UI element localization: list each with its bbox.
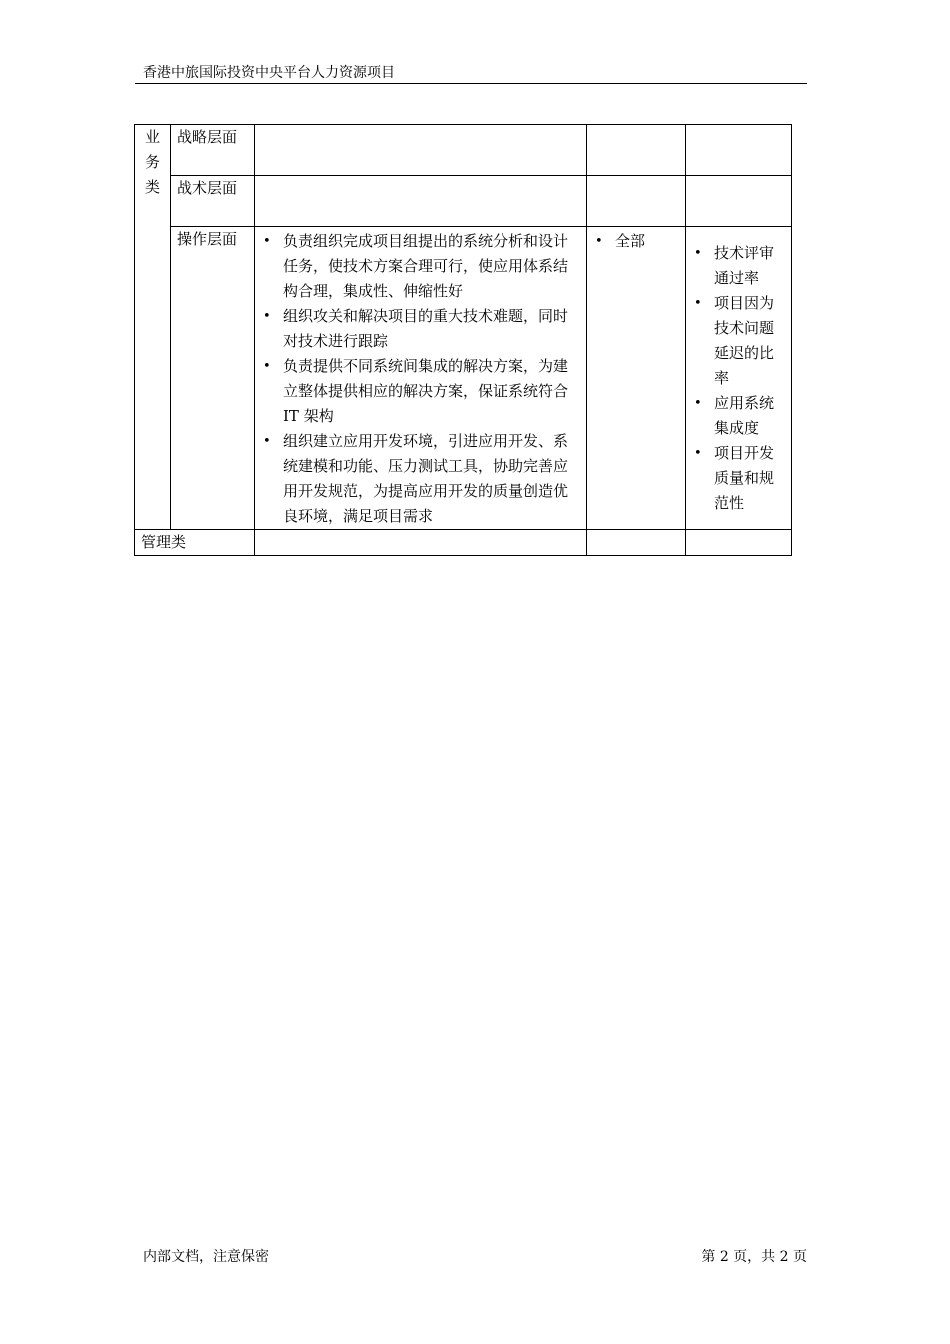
list-item: • 负责组织完成项目组提出的系统分析和设计任务，使技术方案合理可行，使应用体系结构合理，集成性、伸缩性好: [283, 229, 580, 304]
level-cell: [171, 176, 255, 227]
scope-list: [593, 229, 679, 254]
scope-cell: [587, 530, 686, 556]
list-item: • 项目因为技术问题延迟的比率: [714, 291, 785, 391]
list-item: • 组织建立应用开发环境，引进应用开发、系统建模和功能、压力测试工具，协助完善应用开发规范，为提高应用开发的质量创造优良环境，满足项目需求: [283, 429, 580, 529]
table-row: [135, 530, 792, 556]
duties-cell: [255, 530, 587, 556]
indicators-cell: [686, 125, 792, 176]
level-cell: [171, 125, 255, 176]
level-label: 操作层面: [177, 230, 238, 248]
list-item: • 全部: [615, 229, 679, 254]
indicators-cell: [686, 176, 792, 227]
level-cell: [171, 227, 255, 530]
scope-cell: [587, 125, 686, 176]
table-row: [135, 227, 792, 530]
footer-confidential-note: 内部文档，注意保密: [143, 1249, 269, 1265]
indicators-cell: [686, 227, 792, 530]
indicators-list: [692, 241, 785, 516]
list-item: • 组织攻关和解决项目的重大技术难题，同时对技术进行跟踪: [283, 304, 580, 354]
scope-cell: [587, 227, 686, 530]
header-rule: [135, 83, 807, 84]
footer-page-number: 第 2 页，共 2 页: [701, 1249, 807, 1265]
management-category-label: 管理类: [141, 533, 187, 551]
table-row: [135, 125, 792, 176]
responsibility-table: [134, 124, 792, 556]
level-label: 战略层面: [177, 128, 238, 146]
business-category-label: 业务类: [144, 128, 160, 196]
indicators-cell: [686, 530, 792, 556]
business-category-cell: [135, 125, 171, 530]
document-header-title: 香港中旅国际投资中央平台人力资源项目: [143, 65, 395, 81]
level-label: 战术层面: [177, 179, 238, 197]
list-item: • 技术评审通过率: [714, 241, 785, 291]
duties-cell: [255, 176, 587, 227]
duties-list: [261, 229, 580, 529]
list-item: • 应用系统集成度: [714, 391, 785, 441]
management-category-cell: [135, 530, 255, 556]
duties-cell: [255, 227, 587, 530]
duties-cell: [255, 125, 587, 176]
list-item: • 项目开发质量和规范性: [714, 441, 785, 516]
table-row: [135, 176, 792, 227]
scope-cell: [587, 176, 686, 227]
list-item: • 负责提供不同系统间集成的解决方案，为建立整体提供相应的解决方案，保证系统符合 IT 架构: [283, 354, 580, 429]
